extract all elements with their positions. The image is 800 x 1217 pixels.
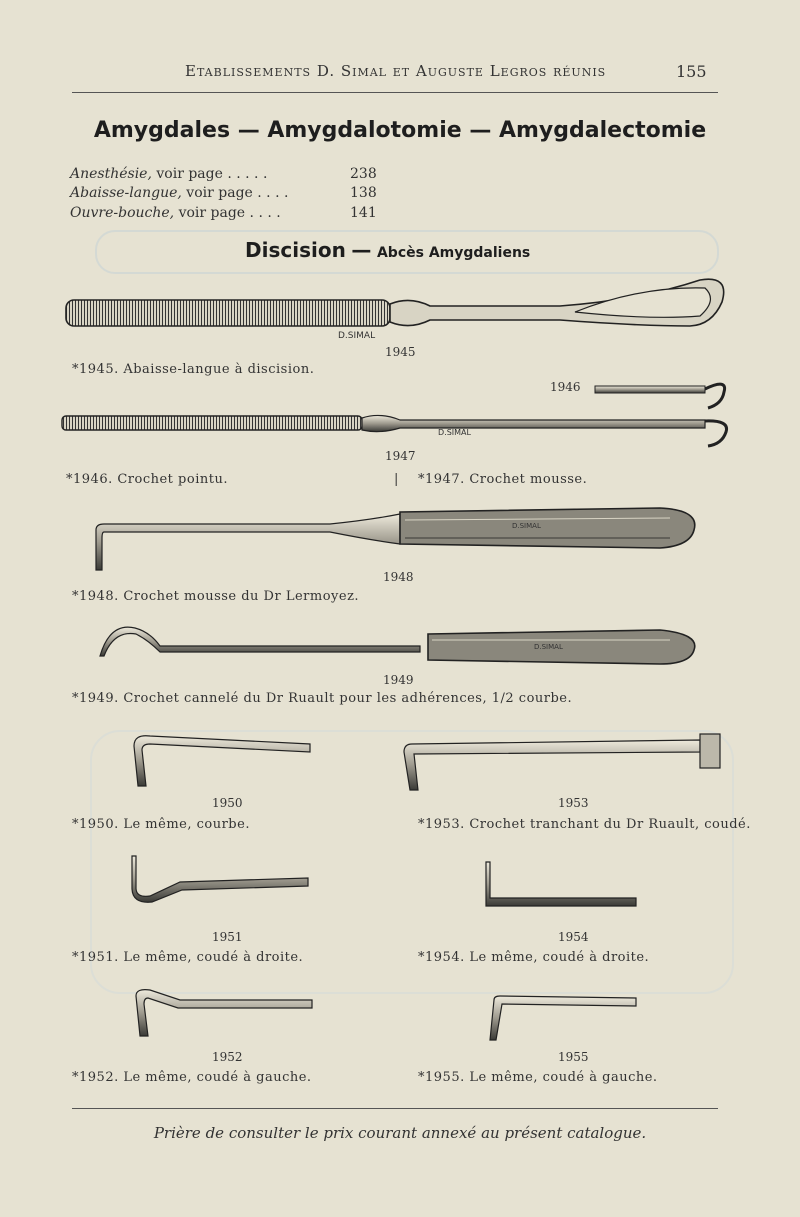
footer-notice: Prière de consulter le prix courant annexé au présent catalogue. xyxy=(153,1124,647,1142)
subtitle-main: Discision xyxy=(245,238,346,262)
reference-dots: . . . . xyxy=(257,185,289,201)
figure-number: 1949 xyxy=(383,673,414,687)
figure-caption: *1951. Le même, coudé à droite. xyxy=(72,950,304,965)
engraving-mark: D.SIMAL xyxy=(534,643,563,651)
figure-caption: *1945. Abaisse-langue à discision. xyxy=(72,362,315,377)
figure-caption: *1947. Crochet mousse. xyxy=(418,472,588,487)
figure-caption: *1955. Le même, coudé à gauche. xyxy=(418,1070,658,1085)
reference-text: voir page xyxy=(156,166,223,182)
figure-caption: *1946. Crochet pointu. xyxy=(66,472,228,487)
figure-number: 1950 xyxy=(212,796,243,810)
figure-number: 1954 xyxy=(558,930,589,944)
engraving-mark: D.SIMAL xyxy=(438,428,471,437)
figure-number: 1951 xyxy=(212,930,243,944)
reference-dots: . . . . xyxy=(249,205,281,221)
engraving-mark: D.SIMAL xyxy=(512,522,541,530)
reference-page: 138 xyxy=(350,185,377,201)
figure-caption: *1950. Le même, courbe. xyxy=(72,817,250,832)
reference-term: Ouvre-bouche, xyxy=(70,205,175,221)
reference-page: 238 xyxy=(350,166,377,182)
figure-caption: *1949. Crochet cannelé du Dr Ruault pour les adhérences, 1/2 courbe. xyxy=(72,691,573,706)
subtitle-secondary: Abcès Amygdaliens xyxy=(376,245,531,261)
footer-rule xyxy=(72,1108,718,1109)
figure-number: 1953 xyxy=(558,796,589,810)
figure-caption: *1948. Crochet mousse du Dr Lermoyez. xyxy=(72,589,360,604)
figure-number: 1946 xyxy=(550,380,581,394)
engraving-mark: D.SIMAL xyxy=(338,331,376,341)
figure-number: 1948 xyxy=(383,570,414,584)
page-number: 155 xyxy=(676,62,707,81)
figure-caption: *1954. Le même, coudé à droite. xyxy=(418,950,650,965)
figure-number: 1945 xyxy=(385,345,416,359)
figure-caption: *1952. Le même, coudé à gauche. xyxy=(72,1070,312,1085)
reference-text: voir page xyxy=(178,205,246,221)
reference-term: Anesthésie, xyxy=(70,166,152,182)
reference-page: 141 xyxy=(350,205,377,221)
figure-number: 1952 xyxy=(212,1050,243,1064)
figure-number: 1947 xyxy=(385,449,416,463)
caption-separator: | xyxy=(394,472,399,487)
reference-dots: . . . . . xyxy=(227,166,268,182)
reference-term: Abaisse-langue, xyxy=(70,185,182,201)
subtitle-dash: — xyxy=(351,238,372,262)
reference-text: voir page xyxy=(186,185,253,201)
page-title: Amygdales — Amygdalotomie — Amygdalectomie xyxy=(93,118,707,143)
running-title: Etablissements D. Simal et Auguste Legros réunis xyxy=(185,62,607,80)
figure-caption: *1953. Crochet tranchant du Dr Ruault, coudé. xyxy=(418,817,751,832)
figure-number: 1955 xyxy=(558,1050,589,1064)
